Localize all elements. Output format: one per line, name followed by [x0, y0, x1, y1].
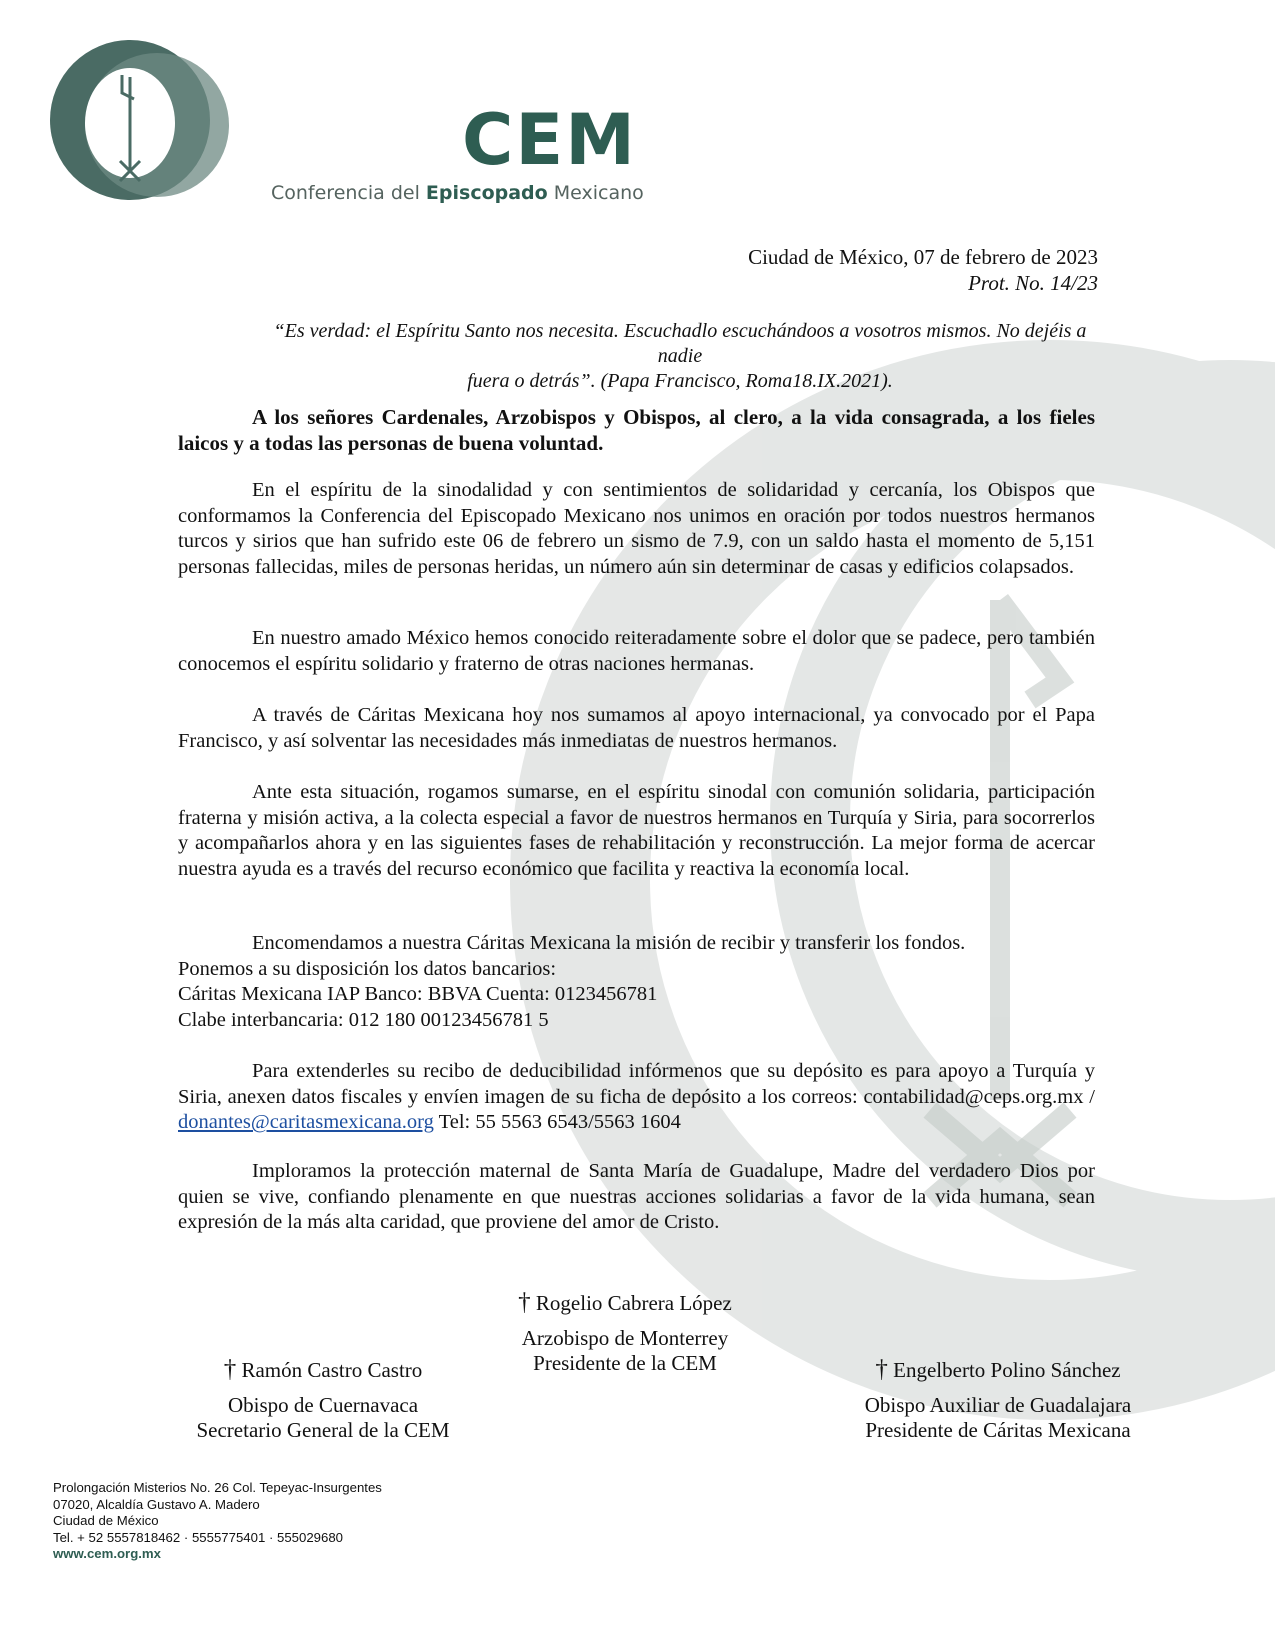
- signatory-role: Secretario General de la CEM: [196, 1418, 450, 1442]
- logo-subtitle: [271, 182, 644, 204]
- logo-subtitle-suffix: Mexicano: [547, 182, 644, 204]
- epigraph-quote: [270, 319, 1090, 394]
- footer-address-line: 07020, Alcaldía Gustavo A. Madero: [53, 1496, 260, 1512]
- signatory-name: [838, 1357, 1158, 1383]
- footer-website-link[interactable]: www.cem.org.mx: [53, 1546, 161, 1561]
- cem-emblem-icon: [42, 35, 272, 205]
- paragraph-6: [178, 1059, 1095, 1136]
- paragraph-3: [178, 703, 1095, 754]
- signatory-role: Arzobispo de Monterrey: [521, 1326, 729, 1350]
- place-date: Ciudad de México, 07 de febrero de 2023: [748, 245, 1098, 269]
- quote-line-2: fuera o detrás”. (Papa Francisco, Roma18.IX.2021).: [467, 370, 893, 392]
- signatory-name-text: Rogelio Cabrera López: [535, 1291, 732, 1315]
- cross-icon: †: [875, 1356, 888, 1383]
- letter-address: [178, 404, 1095, 456]
- address-paragraph: A los señores Cardenales, Arzobispos y Obispos, al clero, a la vida consagrada, a los fieles laicos y a todas las personas de buena voluntad.: [178, 405, 1095, 455]
- signatory-role: Presidente de la CEM: [533, 1351, 717, 1375]
- paragraph-text: Imploramos la protección maternal de Santa María de Guadalupe, Madre del verdadero Dios por quien se vive, confiando plenamente en que nuestras acciones solidarias a favor de la vida humana, sean expresión de la más alta caridad, que proviene del amor de Cristo.: [178, 1160, 1095, 1234]
- bank-details: [178, 931, 1095, 1033]
- cross-icon: †: [518, 1289, 531, 1316]
- bank-intro: Ponemos a su disposición los datos bancarios:: [178, 957, 557, 980]
- signatory-role: Obispo Auxiliar de Guadalajara: [864, 1393, 1132, 1417]
- paragraph-2: [178, 626, 1095, 677]
- donations-email-link[interactable]: donantes@caritasmexicana.org: [178, 1111, 434, 1134]
- signatory-name-text: Engelberto Polino Sánchez: [893, 1358, 1121, 1382]
- quote-line-1: “Es verdad: el Espíritu Santo nos necesita. Escuchadlo escuchándoos a vosotros mismos. No dejéis a nadie: [273, 320, 1087, 367]
- signatory-role: Presidente de Cáritas Mexicana: [865, 1418, 1131, 1442]
- signature-caritas: [838, 1357, 1158, 1443]
- cem-logo: [42, 35, 644, 205]
- deductibility-text: Para extenderles su recibo de deducibilidad infórmenos que su depósito es para apoyo a Turquía y Siria, anexen datos fiscales y envíen imagen de su ficha de depósito a los correos: contabilidad@ceps.org.mx /: [178, 1060, 1095, 1108]
- protocol-number: Prot. No. 14/23: [968, 271, 1098, 295]
- signatory-name-text: Ramón Castro Castro: [241, 1358, 423, 1382]
- funds-paragraph: Encomendamos a nuestra Cáritas Mexicana la misión de recibir y transferir los fondos.: [252, 932, 966, 954]
- logo-acronym: CEM: [462, 99, 637, 181]
- letter-header: [748, 244, 1098, 296]
- bank-account: Cáritas Mexicana IAP Banco: BBVA Cuenta: 0123456781: [178, 983, 658, 1006]
- signatory-name: [505, 1290, 745, 1316]
- logo-subtitle-prefix: Conferencia del: [271, 182, 426, 204]
- signature-president: [505, 1290, 745, 1376]
- bank-clabe: Clabe interbancaria: 012 180 00123456781 5: [178, 1008, 549, 1031]
- footer-address-line: Prolongación Misterios No. 26 Col. Tepeyac-Insurgentes: [53, 1480, 382, 1495]
- logo-subtitle-bold: Episcopado: [425, 182, 548, 204]
- paragraph-text: En el espíritu de la sinodalidad y con sentimientos de solidaridad y cercanía, los Obispos que conformamos la Conferencia del Episcopado Mexicano nos unimos en oración por todos nuestros hermanos turcos y sirios que han sufrido este 06 de febrero un sismo de 7.9, con un saldo hasta el momento de 5,151 personas fallecidas, miles de personas heridas, un número aún sin determinar de casas y edificios colapsados.: [178, 479, 1095, 578]
- cross-icon: †: [223, 1356, 237, 1383]
- paragraph-7: [178, 1159, 1095, 1236]
- footer-phone: Tel. + 52 5557818462 · 5555775401 · 555029680: [53, 1529, 344, 1545]
- phone-text: Tel: 55 5563 6543/5563 1604: [433, 1111, 681, 1134]
- signatory-name: [178, 1357, 468, 1383]
- paragraph-text: Ante esta situación, rogamos sumarse, en el espíritu sinodal con comunión solidaria, participación fraterna y misión activa, a la colecta especial a favor de nuestros hermanos en Turquía y Siria, para socorrerlos y acompañarlos ahora y en las siguientes fases de rehabilitación y reconstrucción. La mejor forma de acercar nuestra ayuda es a través del recurso económico que facilita y reactiva la economía local.: [178, 781, 1095, 880]
- footer-contact: [53, 1480, 382, 1563]
- paragraph-1: [178, 478, 1095, 580]
- paragraph-text: A través de Cáritas Mexicana hoy nos sumamos al apoyo internacional, ya convocado por el Papa Francisco, y así solventar las necesidades más inmediatas de nuestros hermanos.: [178, 704, 1095, 752]
- footer-address-line: Ciudad de México: [53, 1513, 159, 1528]
- paragraph-text: En nuestro amado México hemos conocido reiteradamente sobre el dolor que se padece, pero también conocemos el espíritu solidario y fraterno de otras naciones hermanas.: [178, 627, 1095, 675]
- signature-secretary: [178, 1357, 468, 1443]
- signatory-role: Obispo de Cuernavaca: [227, 1393, 419, 1417]
- paragraph-text: [178, 1059, 1095, 1136]
- paragraph-4: [178, 780, 1095, 882]
